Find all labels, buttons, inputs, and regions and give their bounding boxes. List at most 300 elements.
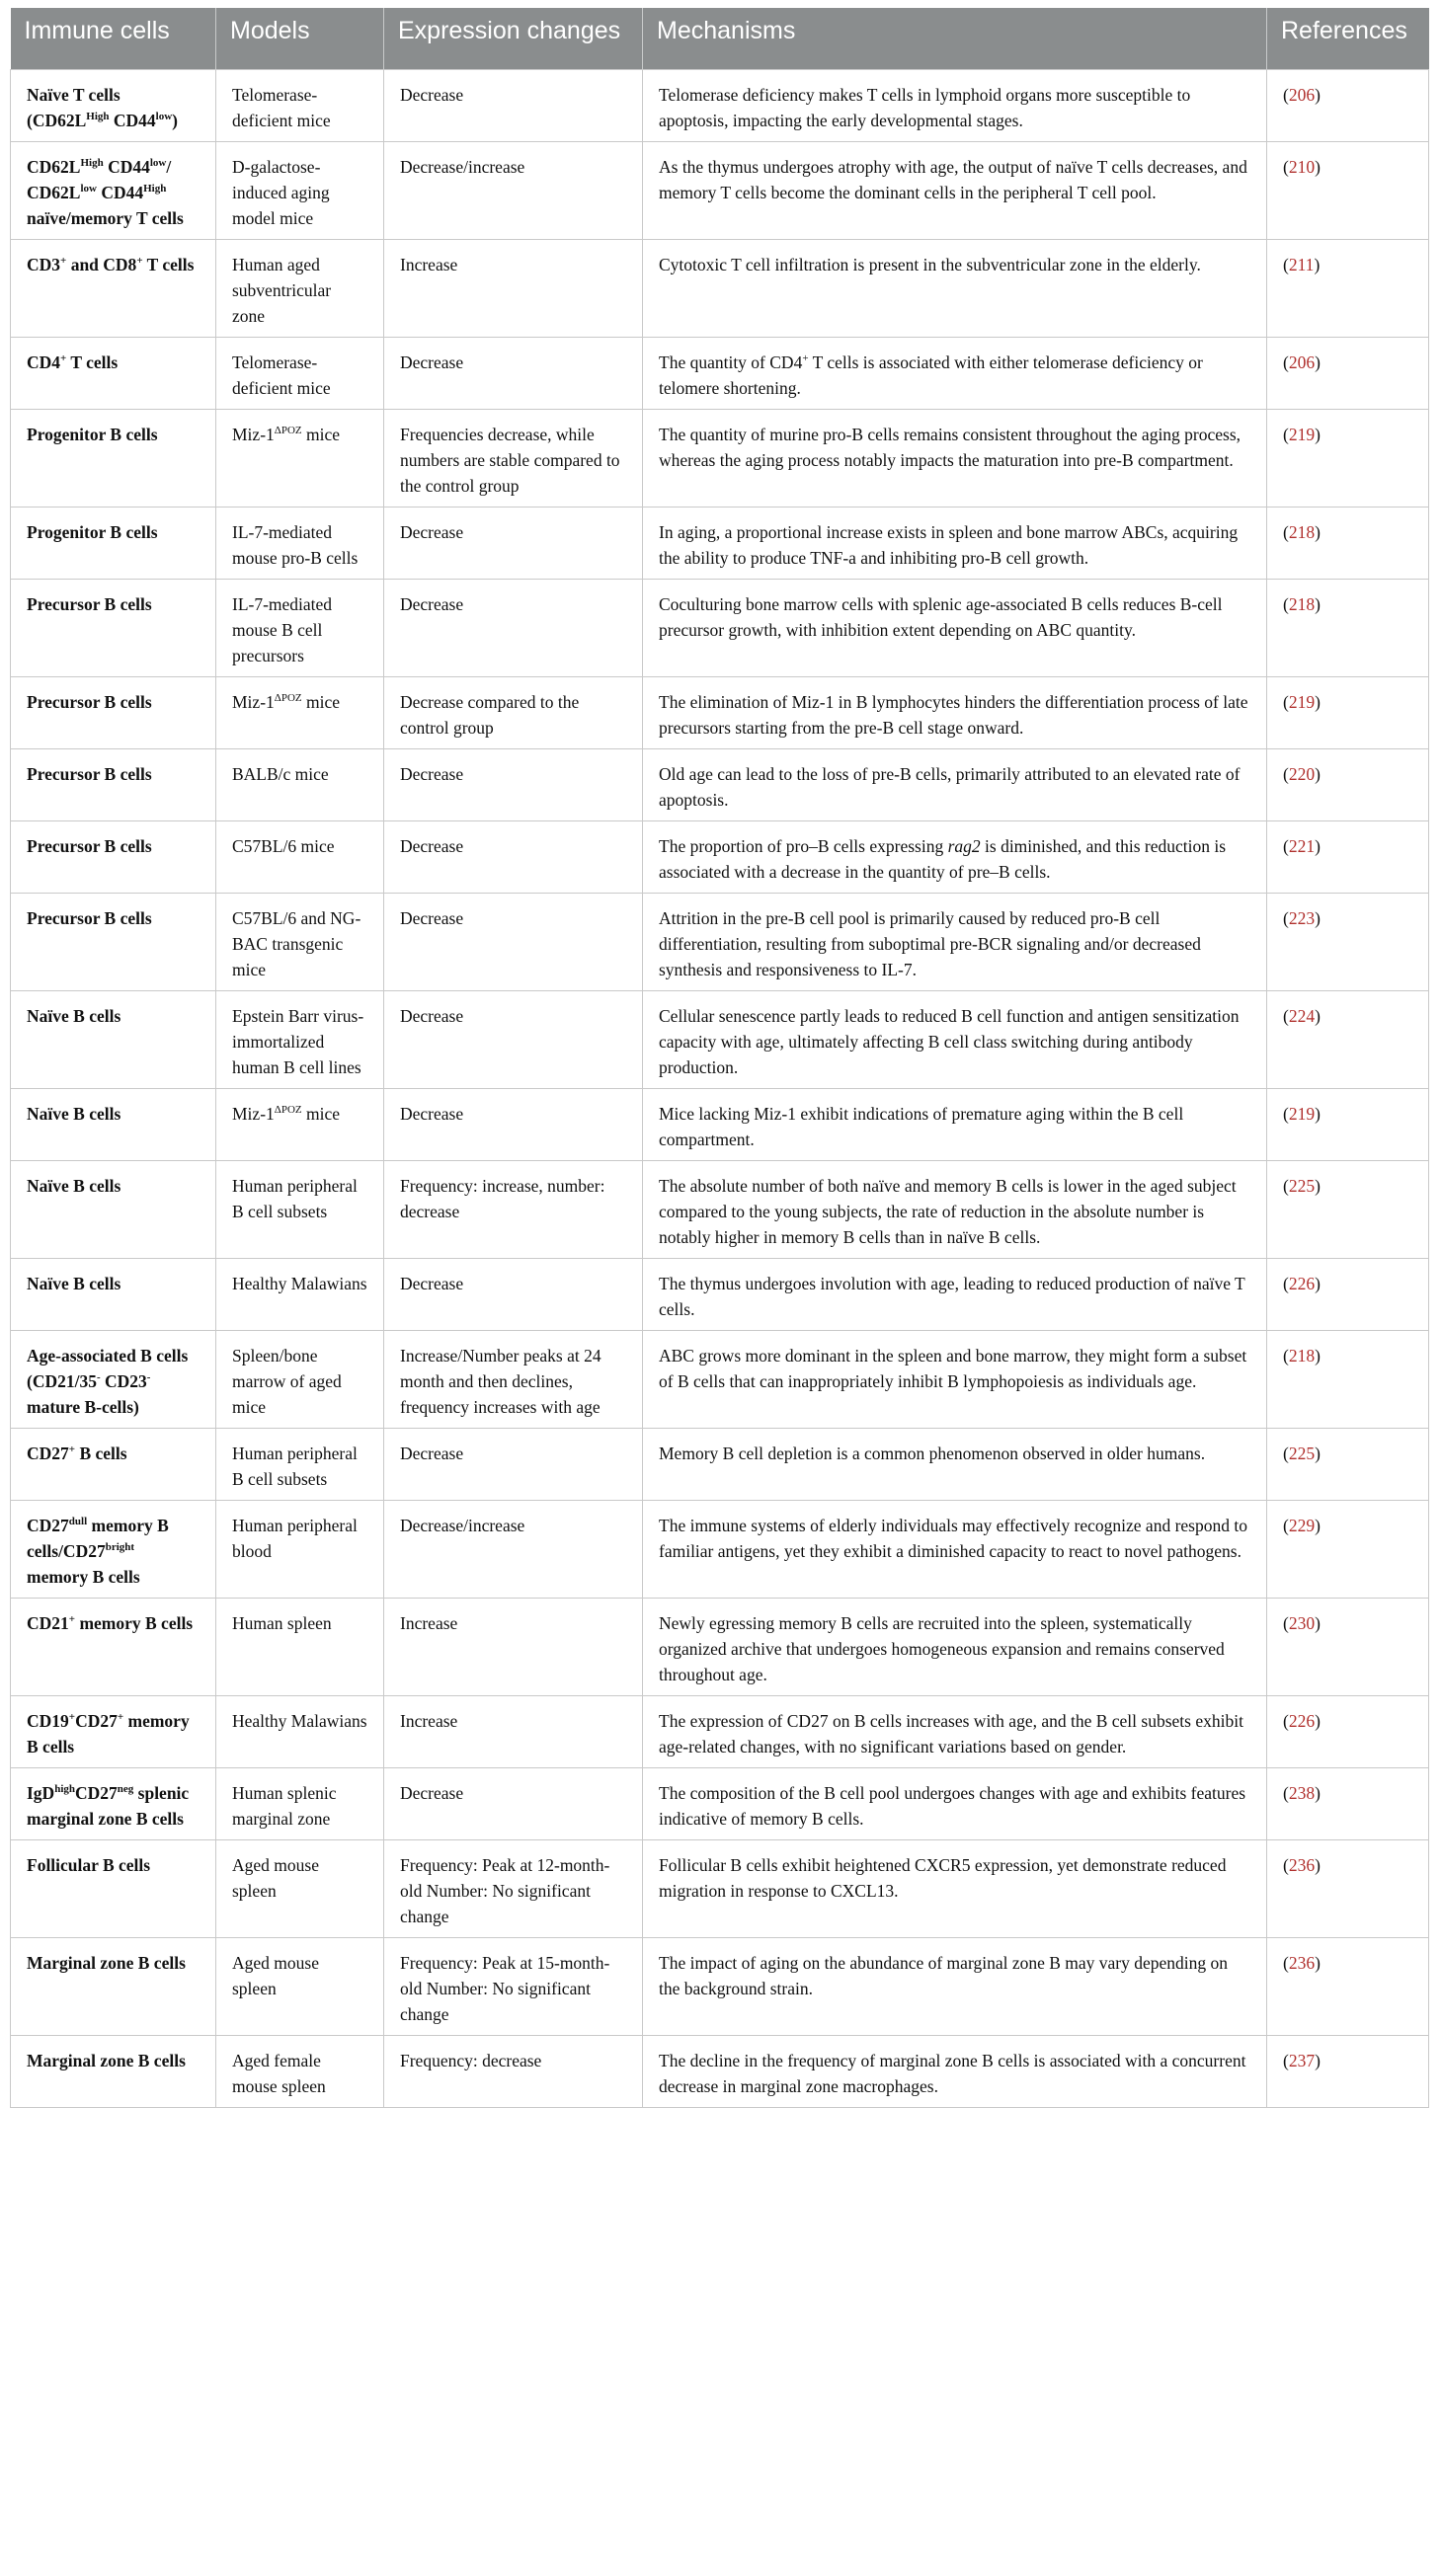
paren-close: )	[1314, 254, 1321, 274]
text-segment: memory B cells/CD27	[27, 1515, 169, 1561]
paren-open: (	[1283, 691, 1289, 712]
mechanism-cell	[643, 1500, 1267, 1598]
paren-close: )	[1315, 84, 1321, 105]
expression-change-cell: Decrease	[384, 1088, 643, 1160]
reference-link[interactable]: 226	[1288, 1273, 1316, 1293]
superscript: +	[60, 351, 67, 364]
reference-cell	[1267, 409, 1429, 507]
reference-link[interactable]: 219	[1288, 1103, 1316, 1124]
text-segment: CD27	[27, 1443, 69, 1463]
table-row	[11, 239, 1429, 337]
text-segment: ABC grows more dominant in the spleen and bone marrow, they might form a subset of B cells that can inappropriately inhibit B lymphopoiesis as individuals age.	[659, 1345, 1247, 1391]
reference-cell	[1267, 141, 1429, 239]
mechanism-cell	[643, 69, 1267, 141]
text-segment: CD27	[27, 1515, 69, 1535]
reference-link[interactable]: 219	[1288, 691, 1316, 712]
immune-cell-cell	[11, 990, 216, 1088]
superscript: low	[155, 110, 173, 122]
expression-change-cell: Frequency: increase, number: decrease	[384, 1160, 643, 1258]
mechanism-cell	[643, 1767, 1267, 1839]
reference-link[interactable]: 206	[1288, 84, 1316, 105]
mechanism-cell	[643, 2035, 1267, 2107]
header-references: References	[1267, 8, 1429, 69]
table-row	[11, 337, 1429, 409]
text-segment: The decline in the frequency of marginal zone B cells is associated with a concurrent decrease in marginal zone macrophages.	[659, 2050, 1246, 2096]
text-segment: and CD8	[66, 254, 137, 274]
superscript: +	[68, 1710, 76, 1723]
reference-cell	[1267, 337, 1429, 409]
reference-link[interactable]: 236	[1288, 1952, 1316, 1973]
mechanism-cell	[643, 239, 1267, 337]
paren-close: )	[1315, 424, 1321, 444]
model-cell: Epstein Barr virus-immortalized human B cell lines	[216, 990, 384, 1088]
text-segment: Precursor B cells	[27, 593, 152, 614]
table-row	[11, 1937, 1429, 2035]
superscript: bright	[105, 1540, 135, 1553]
paren-open: (	[1283, 1710, 1289, 1731]
text-segment: Old age can lead to the loss of pre-B cells, primarily attributed to an elevated rate of apoptosis.	[659, 763, 1241, 810]
reference-cell	[1267, 1160, 1429, 1258]
reference-cell	[1267, 893, 1429, 990]
superscript: ΔPOZ	[274, 691, 302, 704]
reference-link[interactable]: 223	[1288, 907, 1316, 928]
text-segment: The proportion of pro–B cells expressing	[659, 835, 948, 856]
text-segment: CD44	[103, 156, 150, 177]
text-segment: T cells	[66, 351, 119, 372]
text-segment: mice	[301, 691, 341, 712]
superscript: -	[96, 1370, 101, 1383]
paren-close: )	[1315, 351, 1321, 372]
text-segment: Progenitor B cells	[27, 521, 158, 542]
paren-open: (	[1283, 424, 1289, 444]
reference-link[interactable]: 236	[1288, 1854, 1316, 1875]
table-row	[11, 2035, 1429, 2107]
expression-change-cell: Decrease	[384, 1767, 643, 1839]
superscript: low	[149, 156, 167, 169]
text-segment: T cells is associated with either telomerase deficiency or telomere shortening.	[659, 351, 1203, 398]
table-row	[11, 820, 1429, 893]
expression-change-cell: Frequency: Peak at 15-month-old Number: No significant change	[384, 1937, 643, 2035]
paren-open: (	[1283, 1443, 1289, 1463]
expression-change-cell: Decrease	[384, 990, 643, 1088]
expression-change-cell: Increase	[384, 239, 643, 337]
immune-cell-cell	[11, 507, 216, 579]
text-segment: naïve/memory T cells	[27, 207, 184, 228]
text-segment: Naïve B cells	[27, 1273, 121, 1293]
mechanism-cell	[643, 337, 1267, 409]
reference-link[interactable]: 225	[1288, 1443, 1316, 1463]
mechanism-cell	[643, 893, 1267, 990]
text-segment: The impact of aging on the abundance of marginal zone B may vary depending on the background strain.	[659, 1952, 1229, 1998]
reference-link[interactable]: 210	[1288, 156, 1316, 177]
text-segment: The thymus undergoes involution with age, leading to reduced production of naïve T cells.	[659, 1273, 1245, 1319]
reference-cell	[1267, 990, 1429, 1088]
table-row	[11, 748, 1429, 820]
model-cell: Aged mouse spleen	[216, 1839, 384, 1937]
text-segment: CD23	[100, 1370, 147, 1391]
mechanism-cell	[643, 141, 1267, 239]
reference-link[interactable]: 230	[1288, 1612, 1316, 1633]
mechanism-cell	[643, 1258, 1267, 1330]
model-cell: Human peripheral B cell subsets	[216, 1428, 384, 1500]
table-row	[11, 579, 1429, 676]
model-cell	[216, 1088, 384, 1160]
text-segment: Follicular B cells exhibit heightened CXCR5 expression, yet demonstrate reduced migration in response to CXCL13.	[659, 1854, 1227, 1901]
reference-link[interactable]: 206	[1288, 351, 1316, 372]
reference-cell	[1267, 69, 1429, 141]
immune-cell-cell	[11, 1839, 216, 1937]
model-cell	[216, 676, 384, 748]
reference-cell	[1267, 1937, 1429, 2035]
mechanism-cell	[643, 1428, 1267, 1500]
paren-open: (	[1283, 593, 1289, 614]
superscript: dull	[68, 1515, 88, 1527]
expression-change-cell: Decrease	[384, 337, 643, 409]
immune-cell-cell	[11, 1088, 216, 1160]
model-cell: C57BL/6 and NG-BAC transgenic mice	[216, 893, 384, 990]
reference-link[interactable]: 229	[1288, 1515, 1316, 1535]
text-segment: Precursor B cells	[27, 907, 152, 928]
superscript: +	[136, 254, 143, 267]
paren-open: (	[1283, 254, 1289, 274]
paren-close: )	[1315, 1515, 1321, 1535]
reference-link[interactable]: 218	[1288, 593, 1316, 614]
table-row	[11, 507, 1429, 579]
immune-cell-cell	[11, 579, 216, 676]
superscript: +	[117, 1710, 124, 1723]
text-segment: Memory B cell depletion is a common phenomenon observed in older humans.	[659, 1443, 1206, 1463]
immune-cell-cell	[11, 820, 216, 893]
immune-cell-cell	[11, 141, 216, 239]
table-row	[11, 1839, 1429, 1937]
expression-change-cell: Increase	[384, 1695, 643, 1767]
paren-close: )	[1315, 763, 1321, 784]
model-cell: Spleen/bone marrow of aged mice	[216, 1330, 384, 1428]
superscript: High	[86, 110, 110, 122]
text-segment: mature B-cells)	[27, 1396, 139, 1417]
text-segment: CD3	[27, 254, 61, 274]
table-row	[11, 1500, 1429, 1598]
superscript: -	[146, 1370, 151, 1383]
mechanism-cell	[643, 507, 1267, 579]
superscript: +	[68, 1443, 76, 1455]
superscript: +	[68, 1612, 76, 1625]
immune-cell-cell	[11, 748, 216, 820]
text-segment: Attrition in the pre-B cell pool is primarily caused by reduced pro-B cell differentiation, resulting from suboptimal pre-BCR signaling and/or decreased synthesis and responsiveness to IL-7.	[659, 907, 1201, 979]
immune-cell-cell	[11, 409, 216, 507]
reference-link[interactable]: 211	[1288, 254, 1315, 274]
expression-change-cell: Frequency: Peak at 12-month-old Number: No significant change	[384, 1839, 643, 1937]
text-segment: Marginal zone B cells	[27, 1952, 186, 1973]
paren-close: )	[1315, 2050, 1321, 2070]
reference-link[interactable]: 219	[1288, 424, 1316, 444]
model-cell	[216, 409, 384, 507]
mechanism-cell	[643, 1695, 1267, 1767]
reference-link[interactable]: 218	[1288, 1345, 1316, 1366]
text-segment: CD21	[27, 1612, 69, 1633]
paren-open: (	[1283, 1952, 1289, 1973]
text-segment: Telomerase deficiency makes T cells in lymphoid organs more susceptible to apoptosis, impacting the early developmental stages.	[659, 84, 1191, 130]
expression-change-cell: Decrease/increase	[384, 1500, 643, 1598]
reference-cell	[1267, 507, 1429, 579]
paren-open: (	[1283, 1515, 1289, 1535]
text-segment: memory B cells	[27, 1566, 140, 1587]
paren-open: (	[1283, 84, 1289, 105]
text-segment: Miz-1	[232, 424, 275, 444]
mechanism-cell	[643, 1937, 1267, 2035]
expression-change-cell: Decrease	[384, 579, 643, 676]
text-segment: CD27	[75, 1710, 118, 1731]
immune-cell-cell	[11, 1767, 216, 1839]
immune-cell-cell	[11, 676, 216, 748]
paren-close: )	[1315, 156, 1321, 177]
reference-cell	[1267, 1330, 1429, 1428]
text-segment: The expression of CD27 on B cells increases with age, and the B cell subsets exhibit age-related changes, with no significant variations based on gender.	[659, 1710, 1243, 1756]
expression-change-cell: Decrease	[384, 69, 643, 141]
paren-open: (	[1283, 1005, 1289, 1026]
superscript: High	[80, 156, 104, 169]
immune-cell-cell	[11, 1937, 216, 2035]
immune-cell-cell	[11, 1160, 216, 1258]
text-segment: Marginal zone B cells	[27, 2050, 186, 2070]
text-segment: The composition of the B cell pool undergoes changes with age and exhibits features indicative of memory B cells.	[659, 1782, 1246, 1829]
superscript: High	[143, 182, 167, 195]
mechanism-cell	[643, 1088, 1267, 1160]
text-segment: memory B cells	[75, 1612, 194, 1633]
paren-open: (	[1283, 1782, 1289, 1803]
mechanism-cell	[643, 676, 1267, 748]
header-immune-cells: Immune cells	[11, 8, 216, 69]
mechanism-cell	[643, 990, 1267, 1088]
model-cell: Human peripheral blood	[216, 1500, 384, 1598]
reference-link[interactable]: 238	[1288, 1782, 1316, 1803]
superscript: neg	[117, 1782, 134, 1795]
reference-cell	[1267, 676, 1429, 748]
reference-cell	[1267, 579, 1429, 676]
immune-cell-cell	[11, 2035, 216, 2107]
superscript: high	[54, 1782, 75, 1795]
reference-cell	[1267, 1258, 1429, 1330]
model-cell: Human peripheral B cell subsets	[216, 1160, 384, 1258]
table-row	[11, 1767, 1429, 1839]
reference-cell	[1267, 1695, 1429, 1767]
paren-close: )	[1315, 1782, 1321, 1803]
reference-cell	[1267, 239, 1429, 337]
mechanism-cell	[643, 1330, 1267, 1428]
mechanism-cell	[643, 1839, 1267, 1937]
text-segment: )	[172, 110, 178, 130]
model-cell: IL-7-mediated mouse pro-B cells	[216, 507, 384, 579]
text-segment: The absolute number of both naïve and memory B cells is lower in the aged subject compared to the young subjects, the rate of reduction in the absolute number is notably higher in memory B cells than in naïve B cells.	[659, 1175, 1237, 1247]
superscript: ΔPOZ	[274, 424, 302, 436]
text-segment: T cells	[142, 254, 195, 274]
model-cell: D-galactose-induced aging model mice	[216, 141, 384, 239]
immune-cells-table	[10, 8, 1429, 2108]
table-row	[11, 676, 1429, 748]
reference-cell	[1267, 748, 1429, 820]
table-row	[11, 893, 1429, 990]
text-segment: Precursor B cells	[27, 763, 152, 784]
text-segment: CD62L	[27, 156, 81, 177]
immune-cell-cell	[11, 1428, 216, 1500]
expression-change-cell: Decrease	[384, 507, 643, 579]
reference-cell	[1267, 820, 1429, 893]
text-segment: CD4	[27, 351, 61, 372]
text-segment: CD44	[109, 110, 156, 130]
table-row	[11, 990, 1429, 1088]
mechanism-cell	[643, 820, 1267, 893]
text-segment: Naïve B cells	[27, 1005, 121, 1026]
immune-cell-cell	[11, 69, 216, 141]
superscript: low	[80, 182, 97, 195]
reference-link[interactable]: 225	[1288, 1175, 1316, 1196]
text-segment: IgD	[27, 1782, 55, 1803]
model-cell: Human splenic marginal zone	[216, 1767, 384, 1839]
paren-close: )	[1315, 1273, 1321, 1293]
table-row	[11, 69, 1429, 141]
model-cell: Aged female mouse spleen	[216, 2035, 384, 2107]
text-segment: Newly egressing memory B cells are recruited into the spleen, systematically organized archive that undergoes homogeneous expansion and remains conserved throughout age.	[659, 1612, 1225, 1684]
paren-open: (	[1283, 1854, 1289, 1875]
mechanism-cell	[643, 579, 1267, 676]
text-segment: memory B cells	[27, 1710, 190, 1756]
model-cell: Aged mouse spleen	[216, 1937, 384, 2035]
paren-close: )	[1315, 1854, 1321, 1875]
reference-link[interactable]: 218	[1288, 521, 1316, 542]
model-cell: Human aged subventricular zone	[216, 239, 384, 337]
paren-close: )	[1315, 1952, 1321, 1973]
model-cell: BALB/c mice	[216, 748, 384, 820]
mechanism-cell	[643, 1598, 1267, 1695]
reference-link[interactable]: 221	[1288, 835, 1316, 856]
header-expression-changes: Expression changes	[384, 8, 643, 69]
text-segment: Cellular senescence partly leads to reduced B cell function and antigen sensitization capacity with age, ultimately affecting B cell class switching during antibody production.	[659, 1005, 1240, 1077]
immune-cell-cell	[11, 337, 216, 409]
paren-close: )	[1315, 593, 1321, 614]
paren-close: )	[1315, 1443, 1321, 1463]
text-segment: CD44	[96, 182, 144, 202]
paren-open: (	[1283, 156, 1289, 177]
mechanism-cell	[643, 409, 1267, 507]
model-cell: C57BL/6 mice	[216, 820, 384, 893]
model-cell: Telomerase-deficient mice	[216, 337, 384, 409]
text-segment: Mice lacking Miz-1 exhibit indications of premature aging within the B cell compartment.	[659, 1103, 1184, 1149]
reference-link[interactable]: 220	[1288, 763, 1316, 784]
paren-close: )	[1315, 1345, 1321, 1366]
header-models: Models	[216, 8, 384, 69]
expression-change-cell: Frequencies decrease, while numbers are stable compared to the control group	[384, 409, 643, 507]
immune-cell-cell	[11, 1330, 216, 1428]
immune-cell-cell	[11, 1695, 216, 1767]
reference-cell	[1267, 1500, 1429, 1598]
table-row	[11, 1428, 1429, 1500]
text-segment: The quantity of CD4	[659, 351, 803, 372]
paren-close: )	[1315, 1175, 1321, 1196]
model-cell: Healthy Malawians	[216, 1258, 384, 1330]
paren-open: (	[1283, 1103, 1289, 1124]
header-row	[11, 8, 1429, 69]
text-segment: splenic marginal zone B cells	[27, 1782, 190, 1829]
text-segment: Follicular B cells	[27, 1854, 151, 1875]
reference-link[interactable]: 237	[1288, 2050, 1316, 2070]
expression-change-cell: Decrease	[384, 1258, 643, 1330]
header-mechanisms: Mechanisms	[643, 8, 1267, 69]
text-segment: Naïve B cells	[27, 1175, 121, 1196]
reference-cell	[1267, 1088, 1429, 1160]
text-segment: mice	[301, 1103, 341, 1124]
reference-cell	[1267, 1428, 1429, 1500]
paren-close: )	[1315, 835, 1321, 856]
expression-change-cell: Decrease	[384, 748, 643, 820]
text-segment: As the thymus undergoes atrophy with age, the output of naïve T cells decreases, and memory T cells become the dominant cells in the peripheral T cell pool.	[659, 156, 1247, 202]
paren-open: (	[1283, 1612, 1289, 1633]
text-segment: CD19	[27, 1710, 69, 1731]
text-segment: Precursor B cells	[27, 835, 152, 856]
italic-text: rag2	[947, 835, 981, 856]
reference-link[interactable]: 226	[1288, 1710, 1316, 1731]
expression-change-cell: Decrease	[384, 820, 643, 893]
text-segment: The elimination of Miz-1 in B lymphocytes hinders the differentiation process of late precursors starting from the pre-B cell stage onward.	[659, 691, 1248, 738]
text-segment: The immune systems of elderly individuals may effectively recognize and respond to familiar antigens, yet they exhibit a diminished capacity to react to novel pathogens.	[659, 1515, 1247, 1561]
table-row	[11, 1160, 1429, 1258]
text-segment: Naïve T cells (CD62L	[27, 84, 120, 130]
paren-open: (	[1283, 1273, 1289, 1293]
expression-change-cell: Decrease compared to the control group	[384, 676, 643, 748]
text-segment: The quantity of murine pro-B cells remains consistent throughout the aging process, whereas the aging process notably impacts the maturation into pre-B compartment.	[659, 424, 1242, 470]
text-segment: Age-associated B cells (CD21/35	[27, 1345, 189, 1391]
model-cell: Human spleen	[216, 1598, 384, 1695]
table-row	[11, 409, 1429, 507]
model-cell: IL-7-mediated mouse B cell precursors	[216, 579, 384, 676]
paren-open: (	[1283, 1175, 1289, 1196]
reference-cell	[1267, 1767, 1429, 1839]
reference-cell	[1267, 1598, 1429, 1695]
table-row	[11, 1330, 1429, 1428]
text-segment: Cytotoxic T cell infiltration is present in the subventricular zone in the elderly.	[659, 254, 1201, 274]
immune-cell-cell	[11, 1258, 216, 1330]
expression-change-cell: Increase/Number peaks at 24 month and then declines, frequency increases with age	[384, 1330, 643, 1428]
reference-cell	[1267, 2035, 1429, 2107]
text-segment: is diminished, and this reduction is associated with a decrease in the quantity of pre–B cells.	[659, 835, 1227, 882]
reference-link[interactable]: 224	[1288, 1005, 1316, 1026]
expression-change-cell: Frequency: decrease	[384, 2035, 643, 2107]
expression-change-cell: Decrease/increase	[384, 141, 643, 239]
immune-cell-cell	[11, 893, 216, 990]
table-row	[11, 1088, 1429, 1160]
expression-change-cell: Decrease	[384, 1428, 643, 1500]
paren-open: (	[1283, 1345, 1289, 1366]
text-segment: Miz-1	[232, 1103, 275, 1124]
immune-cell-cell	[11, 1598, 216, 1695]
text-segment: B cells	[75, 1443, 127, 1463]
superscript: +	[802, 351, 809, 364]
table-row	[11, 141, 1429, 239]
mechanism-cell	[643, 748, 1267, 820]
table-row	[11, 1695, 1429, 1767]
paren-close: )	[1315, 907, 1321, 928]
paren-close: )	[1315, 1710, 1321, 1731]
superscript: +	[60, 254, 67, 267]
immune-cell-cell	[11, 1500, 216, 1598]
paren-open: (	[1283, 351, 1289, 372]
text-segment: Coculturing bone marrow cells with splenic age-associated B cells reduces B-cell precursor growth, with inhibition extent depending on ABC quantity.	[659, 593, 1223, 640]
paren-open: (	[1283, 835, 1289, 856]
paren-open: (	[1283, 2050, 1289, 2070]
paren-open: (	[1283, 907, 1289, 928]
text-segment: In aging, a proportional increase exists in spleen and bone marrow ABCs, acquiring the ability to produce TNF-a and inhibiting pro-B cell growth.	[659, 521, 1239, 568]
text-segment: Progenitor B cells	[27, 424, 158, 444]
paren-close: )	[1315, 1005, 1321, 1026]
